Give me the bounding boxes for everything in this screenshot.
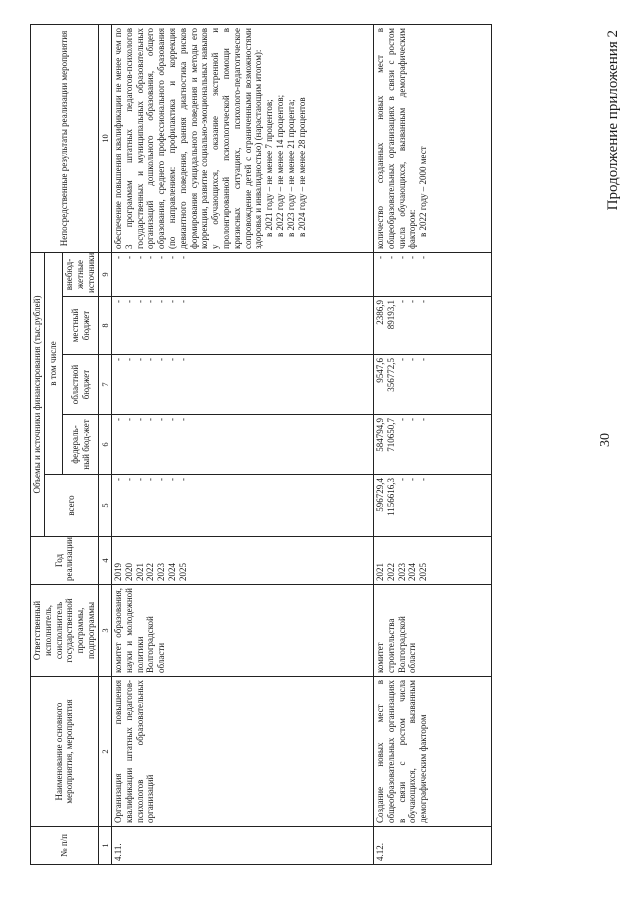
year-cell: 2020	[123, 563, 134, 581]
value-cell: -	[396, 478, 407, 481]
value-cell: 596729,4	[374, 478, 385, 512]
value-cell: -	[418, 300, 429, 303]
value-cell: -	[177, 255, 188, 259]
value-cell: -	[123, 418, 134, 421]
col-index: 10	[98, 24, 111, 252]
row-local	[111, 297, 373, 355]
value-cell: -	[418, 418, 429, 421]
header-total: всего	[44, 475, 98, 537]
value-cell: -	[407, 255, 418, 259]
row-total	[111, 475, 373, 537]
value-cell: -	[166, 358, 177, 361]
value-cell: -	[177, 358, 188, 361]
value-cell: -	[112, 418, 123, 421]
header-extrabudget: внебюд-жетные источники	[63, 252, 98, 296]
header-num: № п/п	[31, 827, 99, 865]
year-cell: 2023	[396, 563, 407, 581]
value-cell: -	[145, 418, 156, 421]
col-index: 2	[98, 677, 111, 827]
value-cell: 584794,9	[374, 418, 385, 452]
col-index: 5	[98, 475, 111, 537]
value-cell: 710650,7	[385, 418, 396, 452]
year-cell: 2025	[418, 563, 429, 581]
value-cell: -	[407, 418, 418, 421]
value-cell: -	[134, 300, 145, 303]
header-results: Непосредственные результаты реализации мероприятия	[31, 24, 99, 252]
year-cell: 2021	[374, 563, 385, 581]
value-cell: -	[156, 255, 167, 259]
value-cell: -	[374, 255, 385, 259]
row-num: 4.11.	[111, 827, 373, 865]
value-cell: -	[145, 358, 156, 361]
value-cell: -	[418, 478, 429, 481]
year-cell: 2022	[145, 563, 156, 581]
value-cell: -	[134, 418, 145, 421]
value-cell: -	[156, 418, 167, 421]
continuation-title: Продолжение приложения 2	[605, 30, 621, 211]
value-cell: 89193,1	[385, 300, 396, 330]
value-cell: -	[407, 358, 418, 361]
col-index: 4	[98, 537, 111, 585]
col-index: 6	[98, 415, 111, 475]
header-volumes: Объемы и источники финансирования (тыс.рублей)	[31, 252, 45, 536]
value-cell: 9547,6	[374, 358, 385, 383]
row-total	[373, 475, 491, 537]
year-cell: 2022	[385, 563, 396, 581]
program-table	[30, 24, 492, 865]
value-cell: -	[112, 358, 123, 361]
year-cell: 2019	[112, 563, 123, 581]
row-local	[373, 297, 491, 355]
column-index-row	[98, 24, 111, 864]
value-cell: -	[134, 358, 145, 361]
header-responsible: Ответственный исполнитель, соисполнитель государственной программы, подпрограммы	[31, 585, 99, 677]
header-incl: в том числе	[44, 252, 63, 474]
value-cell: -	[166, 300, 177, 303]
result-text: в 2022 году – не менее 14 процентов;	[274, 94, 285, 237]
table-row	[373, 24, 491, 864]
col-index: 1	[98, 827, 111, 865]
row-years	[373, 537, 491, 585]
value-cell: -	[396, 418, 407, 421]
value-cell: 2386,9	[374, 300, 385, 325]
year-cell: 2023	[156, 563, 167, 581]
row-name: Организация повышения квалификации штатных педагогов-психологов образовательных организаций	[111, 677, 373, 827]
row-results	[111, 24, 373, 252]
value-cell: -	[166, 418, 177, 421]
value-cell: -	[177, 418, 188, 421]
header-federal: федераль-ный бюд-жет	[63, 415, 98, 475]
value-cell: -	[177, 300, 188, 303]
result-text: в 2023 году – не менее 21 процента;	[285, 99, 296, 237]
result-text: обеспечение повышения квалификации не менее чем по 3 программам штатных педагогов-психологов государственных и муниципальных образовательных организаций дошкольного образования, общего образования, среднего профессионального образования (по направлениям: профилактика и коррекция девиантного поведения, ранняя диагностика рисков формирования суицидального поведения и методы его коррекции, развитие социально-эмоциональных навыков у обучающихся, оказание экстренной и пролонгированной психологической помощи в кризисных ситуациях, психолого-педагогическое сопровождение детей с ограниченными возможностями здоровья и инвалидностью) (нарастающим итогом):	[112, 27, 264, 249]
value-cell: -	[123, 478, 134, 481]
value-cell: -	[396, 300, 407, 303]
row-name: Создание новых мест в общеобразовательных организациях в связи с ростом числа обучающихся, вызванным демографическим фактором	[373, 677, 491, 827]
value-cell: 1156616,3	[385, 478, 396, 516]
value-cell: -	[396, 358, 407, 361]
row-responsible: комитет строительства Волгоградской области	[373, 585, 491, 677]
value-cell: -	[156, 300, 167, 303]
value-cell: -	[156, 478, 167, 481]
header-name: Наименование основного мероприятия, мероприятия	[31, 677, 99, 827]
header-year: Год реализации	[31, 537, 99, 585]
row-regional	[373, 355, 491, 415]
year-cell: 2024	[407, 563, 418, 581]
value-cell: -	[407, 300, 418, 303]
value-cell: -	[112, 300, 123, 303]
value-cell: -	[407, 478, 418, 481]
value-cell: -	[112, 478, 123, 481]
value-cell: -	[112, 255, 123, 259]
value-cell: -	[418, 255, 429, 259]
row-years	[111, 537, 373, 585]
value-cell: -	[396, 255, 407, 259]
result-text: в 2022 году – 2000 мест	[418, 146, 429, 237]
value-cell: -	[123, 255, 134, 259]
result-text: в 2024 году – не менее 28 процентов	[296, 97, 307, 237]
row-results	[373, 24, 491, 252]
value-cell: -	[177, 478, 188, 481]
result-text: в 2021 году – не менее 7 процентов;	[264, 99, 275, 237]
row-federal	[111, 415, 373, 475]
value-cell: -	[123, 300, 134, 303]
value-cell: -	[134, 478, 145, 481]
row-extrabudget	[373, 252, 491, 296]
col-index: 8	[98, 297, 111, 355]
value-cell: -	[385, 255, 396, 259]
row-responsible: комитет образования, науки и молодежной политики Волгоградской области	[111, 585, 373, 677]
row-num: 4.12.	[373, 827, 491, 865]
row-regional	[111, 355, 373, 415]
value-cell: -	[418, 358, 429, 361]
value-cell: -	[145, 300, 156, 303]
value-cell: -	[145, 255, 156, 259]
row-extrabudget	[111, 252, 373, 296]
header-regional: областной бюджет	[63, 355, 98, 415]
table-row	[111, 24, 373, 864]
col-index: 9	[98, 252, 111, 296]
row-federal	[373, 415, 491, 475]
value-cell: -	[145, 478, 156, 481]
year-cell: 2021	[134, 563, 145, 581]
page-number: 30	[598, 433, 613, 447]
col-index: 7	[98, 355, 111, 415]
value-cell: -	[134, 255, 145, 259]
value-cell: 356772,5	[385, 358, 396, 392]
value-cell: -	[166, 255, 177, 259]
value-cell: -	[166, 478, 177, 481]
year-cell: 2025	[177, 563, 188, 581]
header-local: местный бюджет	[63, 297, 98, 355]
result-text: количество созданных новых мест в общеобразовательных организациях в связи с ростом числа обучающихся, вызванным демографическим фактором:	[374, 27, 418, 249]
value-cell: -	[156, 358, 167, 361]
col-index: 3	[98, 585, 111, 677]
value-cell: -	[123, 358, 134, 361]
year-cell: 2024	[166, 563, 177, 581]
